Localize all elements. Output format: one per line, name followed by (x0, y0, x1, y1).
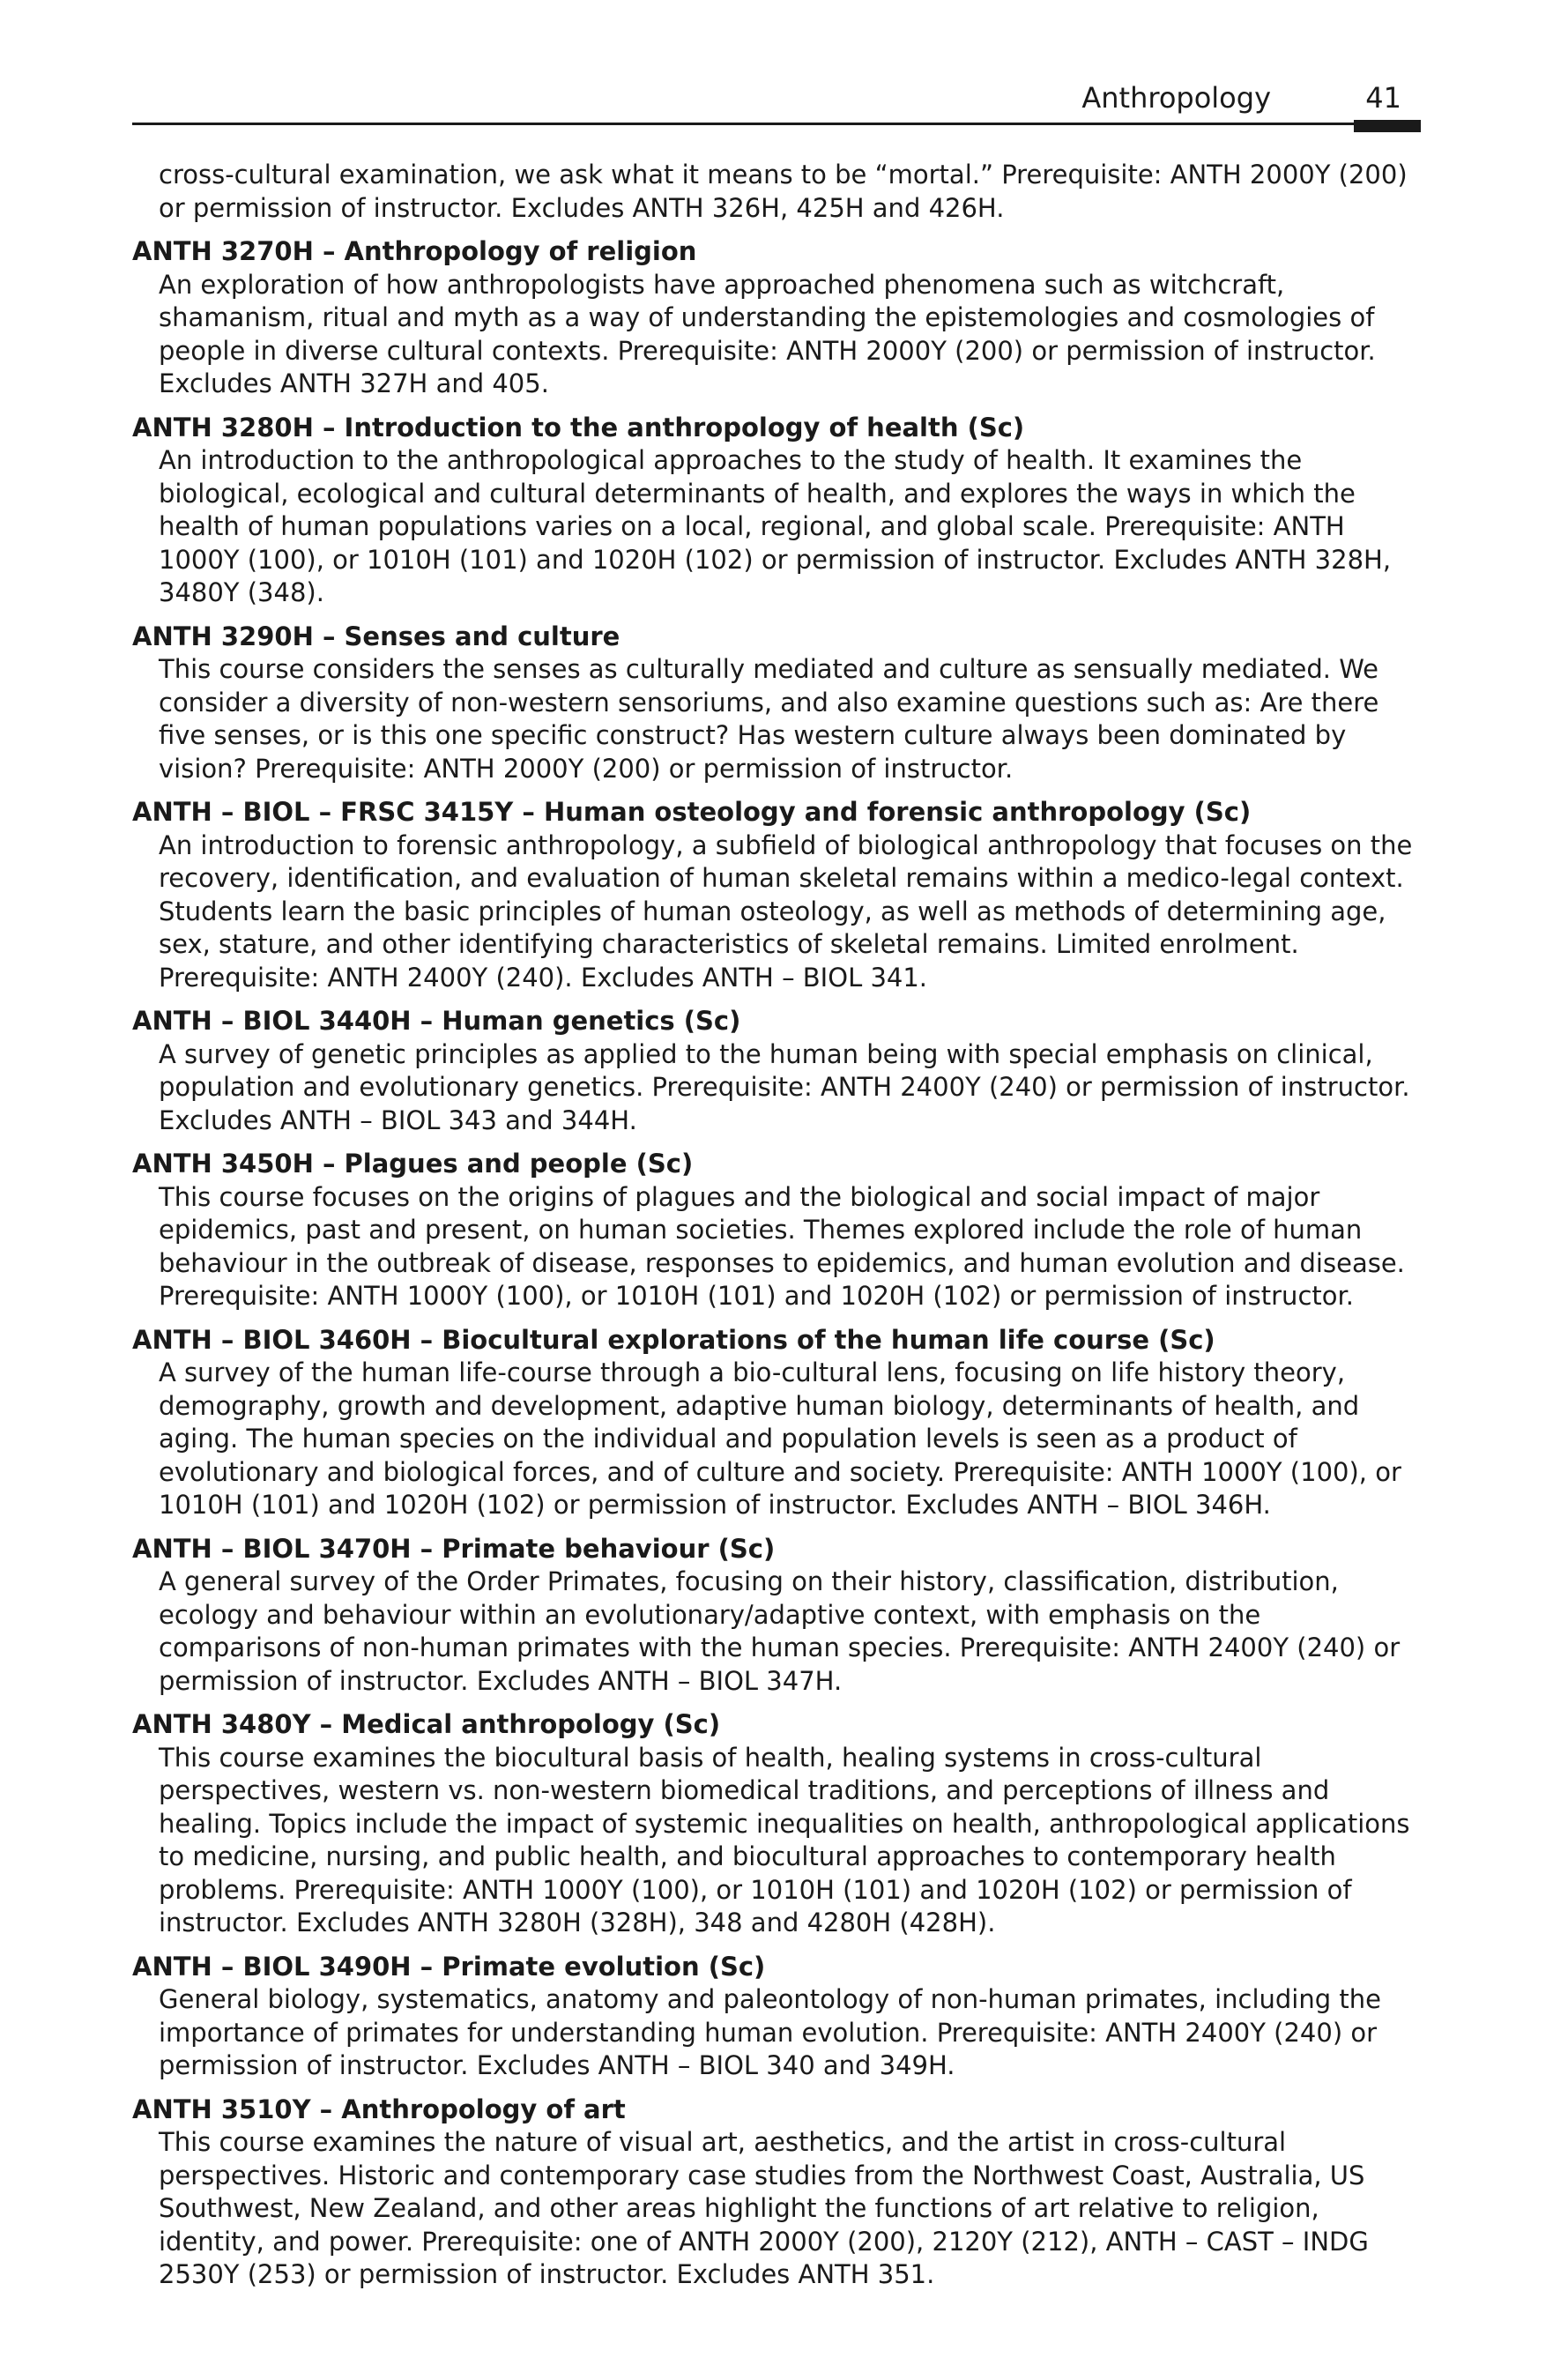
course-description: An exploration of how anthropologists have approached phenomena such as witchcraft, shamanism, ritual and myth as a way of understanding the epistemologies and cosmologies of people in diverse cultural contexts. Prerequisite: ANTH 2000Y (200) or permission of instructor. Excludes ANTH 327H and 405. (159, 269, 1376, 398)
course-title: ANTH – BIOL 3470H – Primate behaviour (Sc) (132, 1533, 776, 1564)
course-listing (132, 159, 1421, 2302)
course-title: ANTH 3280H – Introduction to the anthropology of health (Sc) (132, 412, 1025, 443)
continued-description: cross-cultural examination, we ask what it means to be “mortal.” Prerequisite: ANTH 2000Y (200) or permission of instructor. Excludes ANTH 326H, 425H and 426H. (159, 160, 1408, 223)
course-description: A general survey of the Order Primates, focusing on their history, classification, distribution, ecology and behaviour within an evolutionary/adaptive context, with emphasis on the comparisons of non-human primates with the human species. Prerequisite: ANTH 2400Y (240) or permission of instructor. Excludes ANTH – BIOL 347H. (159, 1566, 1401, 1696)
page-number: 41 (1365, 81, 1401, 115)
course-description: This course examines the biocultural basis of health, healing systems in cross-cultural perspectives, western vs. non-western biomedical traditions, and perceptions of illness and healing. Topics include the impact of systemic inequalities on health, anthropological applications to medicine, nursing, and public health, and biocultural approaches to contemporary health problems. Prerequisite: ANTH 1000Y (100), or 1010H (101) and 1020H (102) or permission of instructor. Excludes ANTH 3280H (328H), 348 and 4280H (428H). (159, 1742, 1410, 1937)
course-title: ANTH 3270H – Anthropology of religion (132, 236, 697, 266)
course-description: This course examines the nature of visual art, aesthetics, and the artist in cross-cultural perspectives. Historic and contemporary case studies from the Northwest Coast, Australia, US Southwest, New Zealand, and other areas highlight the functions of art relative to religion, identity, and power. Prerequisite: one of ANTH 2000Y (200), 2120Y (212), ANTH – CAST – INDG 2530Y (253) or permission of instructor. Excludes ANTH 351. (159, 2127, 1369, 2289)
course-entry (132, 2094, 1421, 2292)
course-entry (132, 412, 1421, 610)
course-entry (132, 796, 1421, 994)
course-title: ANTH 3480Y – Medical anthropology (Sc) (132, 1709, 721, 1739)
course-title: ANTH – BIOL – FRSC 3415Y – Human osteology and forensic anthropology (Sc) (132, 797, 1252, 827)
page-header (132, 72, 1421, 125)
course-title: ANTH 3450H – Plagues and people (Sc) (132, 1149, 694, 1179)
running-header-title: Anthropology (1081, 81, 1271, 115)
course-entry (132, 621, 1421, 786)
course-description: This course focuses on the origins of plagues and the biological and social impact of major epidemics, past and present, on human societies. Themes explored include the role of human behaviour in the outbreak of disease, responses to epidemics, and human evolution and disease. Prerequisite: ANTH 1000Y (100), or 1010H (101) and 1020H (102) or permission of instructor. (159, 1181, 1405, 1311)
course-description: This course considers the senses as culturally mediated and culture as sensually mediated. We consider a diversity of non-western sensoriums, and also examine questions such as: Are there five senses, or is this one specific construct? Has western culture always been dominated by vision? Prerequisite: ANTH 2000Y (200) or permission of instructor. (159, 654, 1379, 784)
course-list (132, 235, 1421, 2292)
course-description: An introduction to forensic anthropology, a subfield of biological anthropology that focuses on the recovery, identification, and evaluation of human skeletal remains within a medico-legal context. Students learn the basic principles of human osteology, as well as methods of determining age, sex, stature, and other identifying characteristics of skeletal remains. Limited enrolment. Prerequisite: ANTH 2400Y (240). Excludes ANTH – BIOL 341. (159, 829, 1413, 993)
course-entry (132, 1148, 1421, 1313)
course-entry (132, 235, 1421, 401)
course-entry (132, 1533, 1421, 1699)
course-description: A survey of genetic principles as applied to the human being with special emphasis on clinical, population and evolutionary genetics. Prerequisite: ANTH 2400Y (240) or permission of instructor. Excludes ANTH – BIOL 343 and 344H. (159, 1038, 1410, 1135)
course-title: ANTH – BIOL 3490H – Primate evolution (Sc) (132, 1951, 766, 1982)
course-description: General biology, systematics, anatomy and paleontology of non-human primates, including the importance of primates for understanding human evolution. Prerequisite: ANTH 2400Y (240) or permission of instructor. Excludes ANTH – BIOL 340 and 349H. (159, 1984, 1381, 2080)
course-title: ANTH 3290H – Senses and culture (132, 621, 620, 651)
course-title: ANTH 3510Y – Anthropology of art (132, 2094, 626, 2124)
course-entry (132, 1951, 1421, 2083)
course-title: ANTH – BIOL 3440H – Human genetics (Sc) (132, 1006, 741, 1036)
course-entry (132, 1324, 1421, 1522)
header-tab-marker (1354, 120, 1421, 132)
course-entry (132, 1708, 1421, 1940)
course-entry (132, 1005, 1421, 1137)
course-description: A survey of the human life-course through a bio-cultural lens, focusing on life history theory, demography, growth and development, adaptive human biology, determinants of health, and aging. The human species on the individual and population levels is seen as a product of evolutionary and biological forces, and of culture and society. Prerequisite: ANTH 1000Y (100), or 1010H (101) and 1020H (102) or permission of instructor. Excludes ANTH – BIOL 346H. (159, 1357, 1401, 1520)
header-rule (132, 123, 1421, 125)
course-description: An introduction to the anthropological approaches to the study of health. It examines the biological, ecological and cultural determinants of health, and explores the ways in which the health of human populations varies on a local, regional, and global scale. Prerequisite: ANTH 1000Y (100), or 1010H (101) and 1020H (102) or permission of instructor. Excludes ANTH 328H, 3480Y (348). (159, 445, 1392, 607)
course-title: ANTH – BIOL 3460H – Biocultural explorations of the human life course (Sc) (132, 1324, 1215, 1355)
